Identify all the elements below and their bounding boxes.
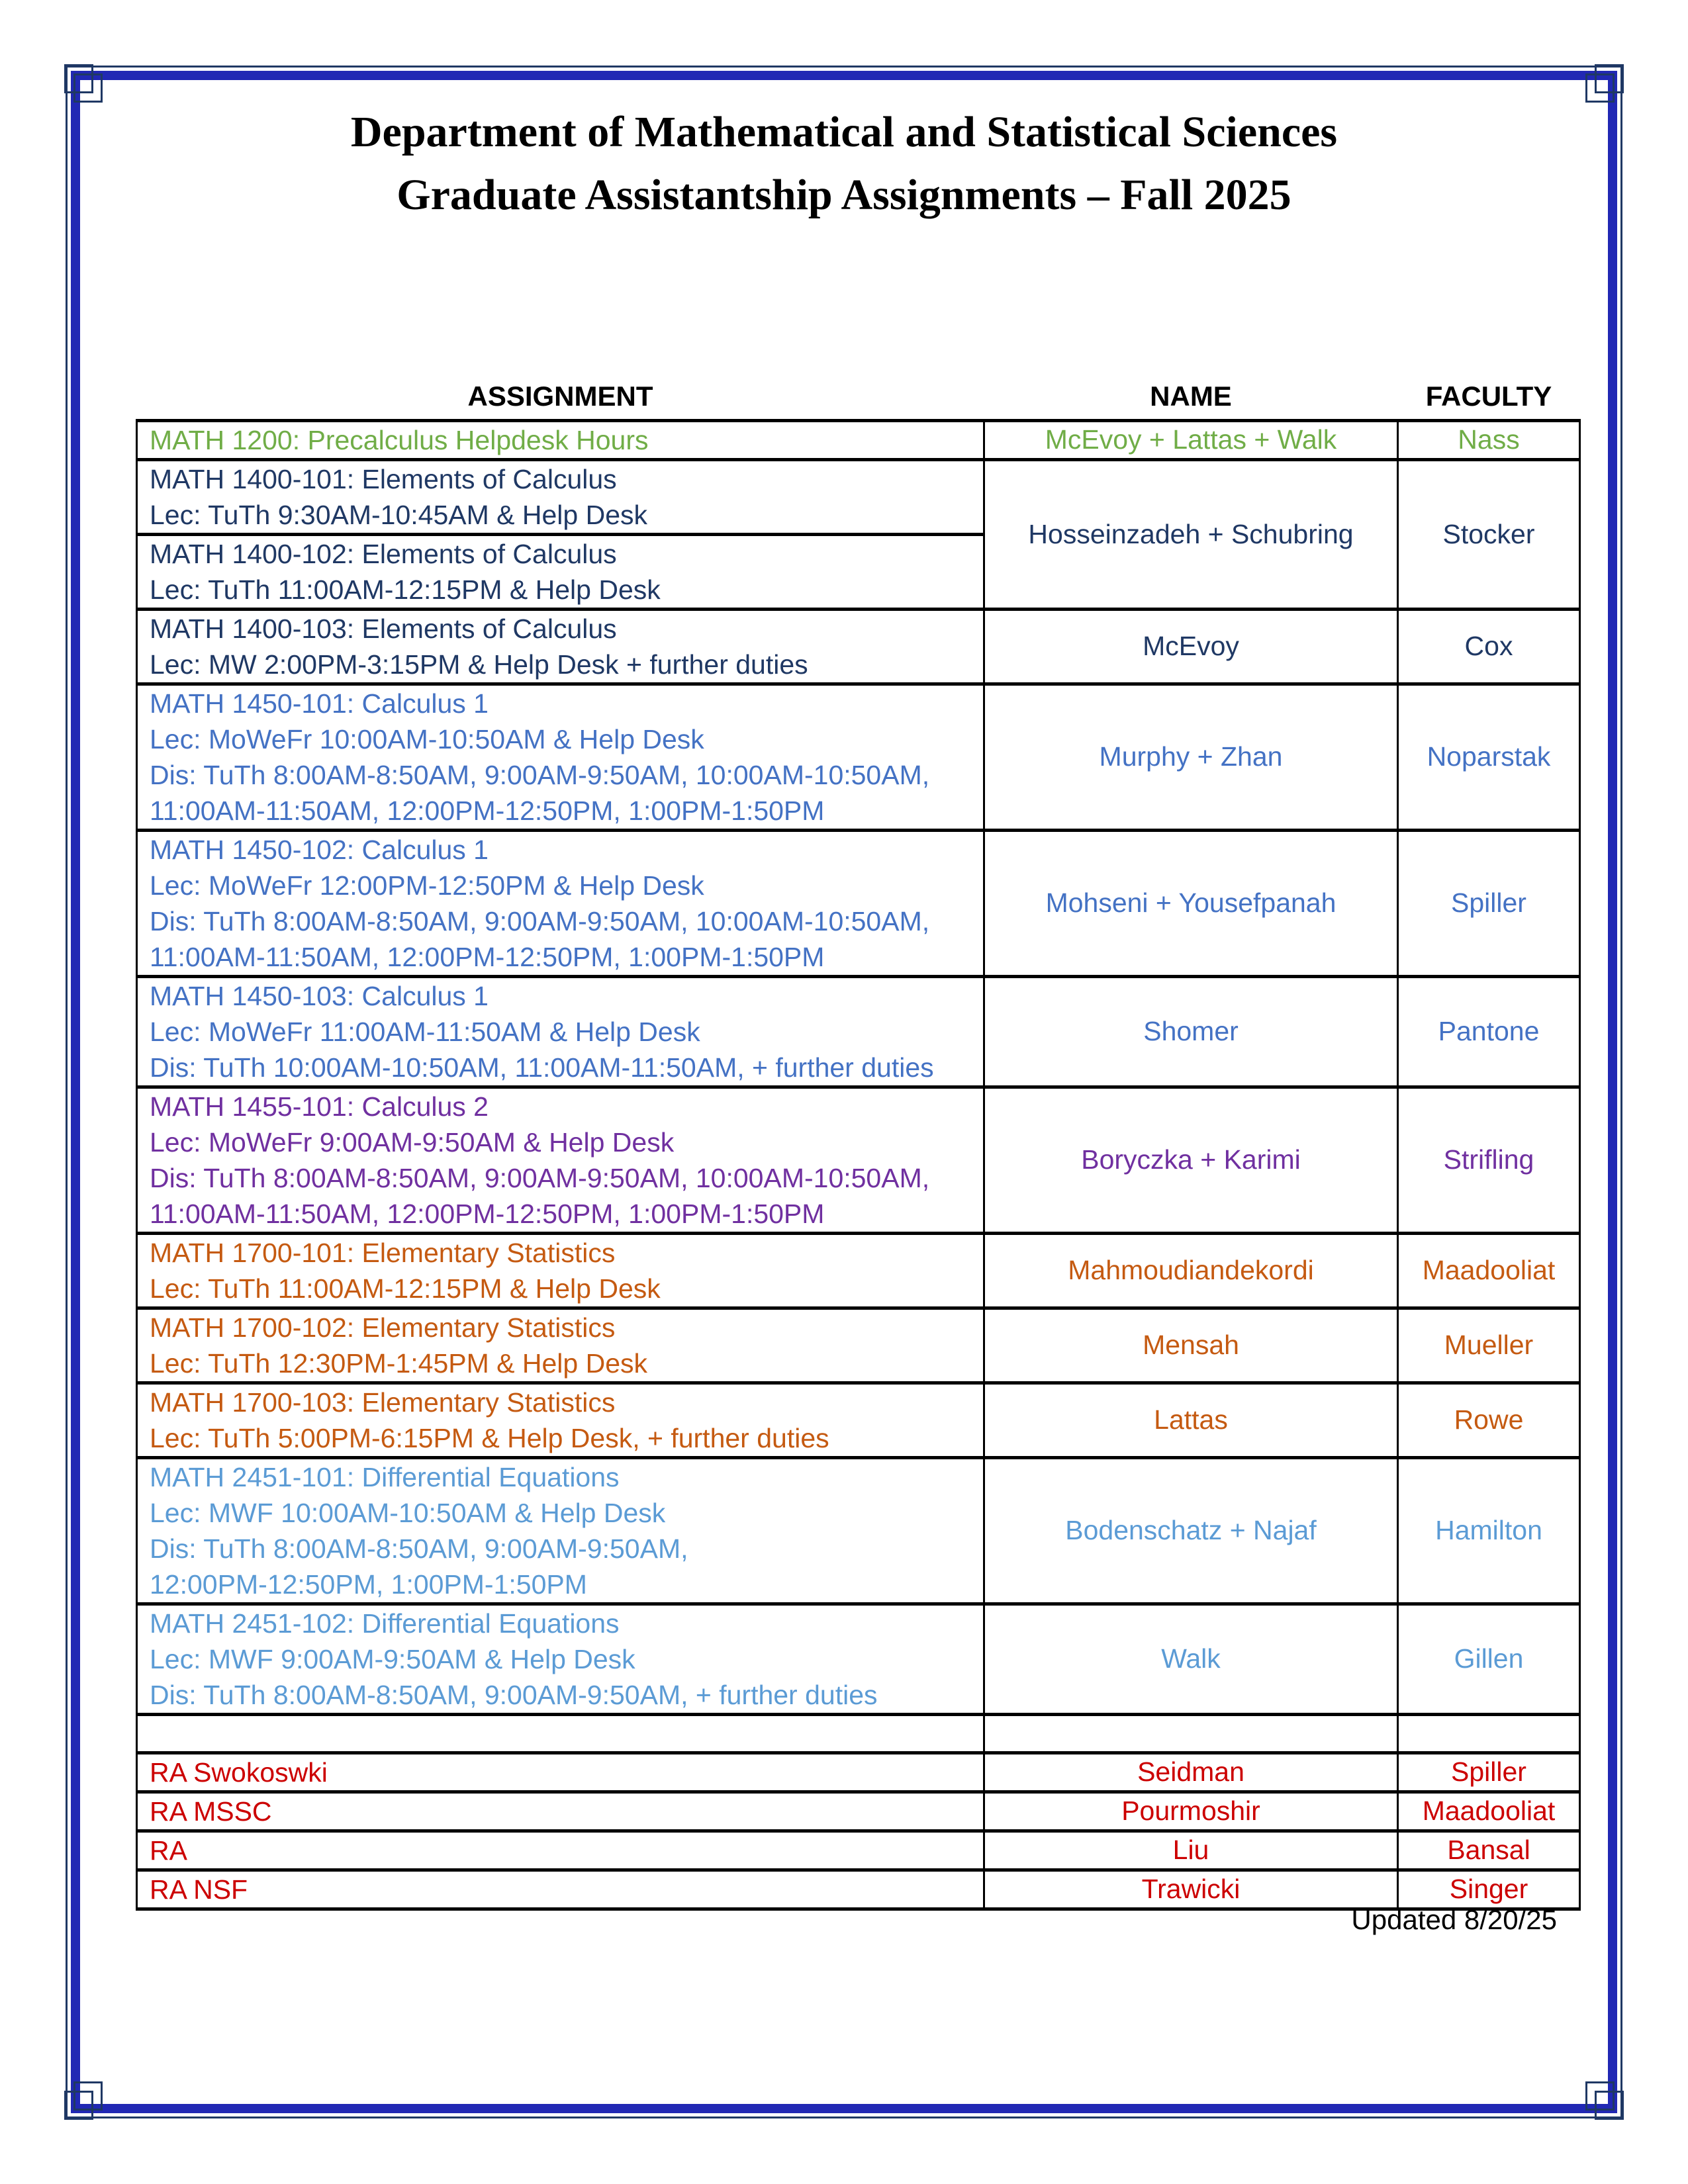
assignments-table	[136, 374, 1581, 1911]
name-cell: Lattas	[984, 1383, 1398, 1457]
assignment-line: 11:00AM-11:50AM, 12:00PM-12:50PM, 1:00PM-1:50PM	[150, 941, 825, 972]
faculty-cell: Maadooliat	[1398, 1233, 1580, 1308]
assignment-cell	[137, 1383, 984, 1457]
name-cell: Mohseni + Yousefpanah	[984, 830, 1398, 976]
table-row	[137, 1233, 1580, 1308]
name-cell: Liu	[984, 1831, 1398, 1870]
assignment-line: Dis: TuTh 10:00AM-10:50AM, 11:00AM-11:50AM, + further duties	[150, 1052, 934, 1083]
assignment-line: Lec: TuTh 11:00AM-12:15PM & Help Desk	[150, 574, 661, 605]
name-cell: Boryczka + Karimi	[984, 1087, 1398, 1233]
border-corner-ornament	[1585, 2081, 1615, 2111]
assignment-line: MATH 1700-101: Elementary Statistics	[150, 1237, 616, 1268]
table-row	[137, 1792, 1580, 1831]
faculty-cell: Stocker	[1398, 459, 1580, 609]
name-cell: Mahmoudiandekordi	[984, 1233, 1398, 1308]
faculty-cell: Strifling	[1398, 1087, 1580, 1233]
assignment-line: Lec: MWF 10:00AM-10:50AM & Help Desk	[150, 1497, 666, 1528]
assignment-cell	[137, 1792, 984, 1831]
table-row	[137, 684, 1580, 830]
faculty-cell: Spiller	[1398, 830, 1580, 976]
column-header-faculty: FACULTY	[1425, 380, 1552, 412]
page-title-line1: Department of Mathematical and Statistical Sciences	[350, 108, 1338, 156]
faculty-cell: Gillen	[1398, 1604, 1580, 1714]
assignment-line: Lec: MoWeFr 12:00PM-12:50PM & Help Desk	[150, 870, 704, 901]
assignment-line: MATH 2451-101: Differential Equations	[150, 1461, 620, 1492]
name-cell: Trawicki	[984, 1870, 1398, 1909]
assignment-line: MATH 2451-102: Differential Equations	[150, 1608, 620, 1639]
faculty-cell: Hamilton	[1398, 1457, 1580, 1604]
table-row	[137, 420, 1580, 459]
updated-date-note: Updated 8/20/25	[1351, 1904, 1557, 1935]
table-row	[137, 459, 1580, 534]
assignment-line: Lec: TuTh 9:30AM-10:45AM & Help Desk	[150, 499, 648, 530]
assignment-cell	[137, 609, 984, 684]
assignment-line: Dis: TuTh 8:00AM-8:50AM, 9:00AM-9:50AM, 10:00AM-10:50AM,	[150, 1162, 930, 1193]
border-corner-ornament	[73, 2081, 103, 2111]
assignment-line: Dis: TuTh 8:00AM-8:50AM, 9:00AM-9:50AM,	[150, 1533, 688, 1564]
assignment-line: 11:00AM-11:50AM, 12:00PM-12:50PM, 1:00PM-1:50PM	[150, 1198, 825, 1229]
table-header-row	[137, 374, 1580, 420]
assignment-line: MATH 1400-102: Elements of Calculus	[150, 538, 617, 569]
faculty-cell: Maadooliat	[1398, 1792, 1580, 1831]
assignment-line: MATH 1400-103: Elements of Calculus	[150, 613, 617, 644]
faculty-cell: Bansal	[1398, 1831, 1580, 1870]
faculty-cell	[1398, 1714, 1580, 1752]
border-corner-ornament	[73, 73, 103, 103]
assignment-cell	[137, 976, 984, 1087]
assignment-line: MATH 1450-103: Calculus 1	[150, 980, 489, 1011]
assignment-cell	[137, 1752, 984, 1792]
border-corner-ornament	[1595, 2091, 1624, 2120]
border-corner-ornament	[64, 64, 93, 93]
assignment-line: MATH 1700-102: Elementary Statistics	[150, 1312, 616, 1343]
assignment-line: MATH 1450-101: Calculus 1	[150, 688, 489, 719]
table-row	[137, 1831, 1580, 1870]
assignment-line: Lec: MoWeFr 9:00AM-9:50AM & Help Desk	[150, 1126, 675, 1158]
faculty-cell: Rowe	[1398, 1383, 1580, 1457]
assignment-cell	[137, 1714, 984, 1752]
assignment-line: MATH 1450-102: Calculus 1	[150, 834, 489, 865]
assignment-line: 12:00PM-12:50PM, 1:00PM-1:50PM	[150, 1569, 587, 1600]
assignment-line: Dis: TuTh 8:00AM-8:50AM, 9:00AM-9:50AM, + further duties	[150, 1679, 878, 1710]
faculty-cell: Singer	[1398, 1870, 1580, 1909]
assignment-cell	[137, 1604, 984, 1714]
border-corner-ornament	[64, 2091, 93, 2120]
page-title-line2: Graduate Assistantship Assignments – Fall 2025	[397, 171, 1291, 219]
assignment-line: Dis: TuTh 8:00AM-8:50AM, 9:00AM-9:50AM, 10:00AM-10:50AM,	[150, 759, 930, 790]
faculty-cell: Mueller	[1398, 1308, 1580, 1383]
border-corner-ornament	[1595, 64, 1624, 93]
table-row	[137, 1714, 1580, 1752]
assignment-line: Lec: TuTh 5:00PM-6:15PM & Help Desk, + further duties	[150, 1422, 829, 1453]
name-cell: Mensah	[984, 1308, 1398, 1383]
name-cell: Shomer	[984, 976, 1398, 1087]
page-title	[0, 101, 1688, 226]
assignment-line: Lec: MW 2:00PM-3:15PM & Help Desk + further duties	[150, 649, 808, 680]
column-header-name: NAME	[1150, 380, 1232, 412]
table-row	[137, 1383, 1580, 1457]
assignment-cell	[137, 459, 984, 534]
name-cell: McEvoy	[984, 609, 1398, 684]
assignment-line: Lec: TuTh 12:30PM-1:45PM & Help Desk	[150, 1347, 648, 1379]
name-cell: Bodenschatz + Najaf	[984, 1457, 1398, 1604]
assignment-cell	[137, 684, 984, 830]
assignment-line: RA Swokoswki	[150, 1756, 328, 1788]
table-row	[137, 1087, 1580, 1233]
table-row	[137, 1752, 1580, 1792]
table-row	[137, 830, 1580, 976]
assignment-line: Lec: TuTh 11:00AM-12:15PM & Help Desk	[150, 1273, 661, 1304]
assignment-line: Lec: MoWeFr 10:00AM-10:50AM & Help Desk	[150, 723, 704, 754]
name-cell: Pourmoshir	[984, 1792, 1398, 1831]
assignment-line: 11:00AM-11:50AM, 12:00PM-12:50PM, 1:00PM-1:50PM	[150, 795, 825, 826]
faculty-cell: Noparstak	[1398, 684, 1580, 830]
assignment-line: Dis: TuTh 8:00AM-8:50AM, 9:00AM-9:50AM, 10:00AM-10:50AM,	[150, 905, 930, 936]
table-row	[137, 1457, 1580, 1604]
assignment-line: RA	[150, 1835, 187, 1866]
assignment-line: MATH 1455-101: Calculus 2	[150, 1091, 489, 1122]
assignment-line: MATH 1400-101: Elements of Calculus	[150, 463, 617, 494]
assignment-line: RA MSSC	[150, 1796, 272, 1827]
table-row	[137, 976, 1580, 1087]
name-cell	[984, 1714, 1398, 1752]
faculty-cell: Spiller	[1398, 1752, 1580, 1792]
column-header-assignment: ASSIGNMENT	[467, 380, 653, 412]
assignment-cell	[137, 1233, 984, 1308]
border-corner-ornament	[1585, 73, 1615, 103]
assignment-cell	[137, 534, 984, 609]
assignment-line: MATH 1700-103: Elementary Statistics	[150, 1387, 616, 1418]
assignment-line: RA NSF	[150, 1874, 248, 1905]
table-row	[137, 1604, 1580, 1714]
name-cell: McEvoy + Lattas + Walk	[984, 420, 1398, 459]
assignments-table-wrap	[136, 374, 1579, 1911]
assignment-cell	[137, 830, 984, 976]
faculty-cell: Pantone	[1398, 976, 1580, 1087]
assignment-cell	[137, 1831, 984, 1870]
assignment-cell	[137, 1870, 984, 1909]
faculty-cell: Nass	[1398, 420, 1580, 459]
table-row	[137, 609, 1580, 684]
name-cell: Walk	[984, 1604, 1398, 1714]
assignment-cell	[137, 1087, 984, 1233]
name-cell: Murphy + Zhan	[984, 684, 1398, 830]
name-cell: Seidman	[984, 1752, 1398, 1792]
assignment-cell	[137, 1457, 984, 1604]
assignments-table-body	[137, 420, 1580, 1909]
assignment-cell	[137, 1308, 984, 1383]
table-row	[137, 1308, 1580, 1383]
name-cell: Hosseinzadeh + Schubring	[984, 459, 1398, 609]
faculty-cell: Cox	[1398, 609, 1580, 684]
assignment-line: Lec: MWF 9:00AM-9:50AM & Help Desk	[150, 1643, 635, 1674]
assignment-cell	[137, 420, 984, 459]
assignment-line: MATH 1200: Precalculus Helpdesk Hours	[150, 424, 649, 455]
assignment-line: Lec: MoWeFr 11:00AM-11:50AM & Help Desk	[150, 1016, 700, 1047]
